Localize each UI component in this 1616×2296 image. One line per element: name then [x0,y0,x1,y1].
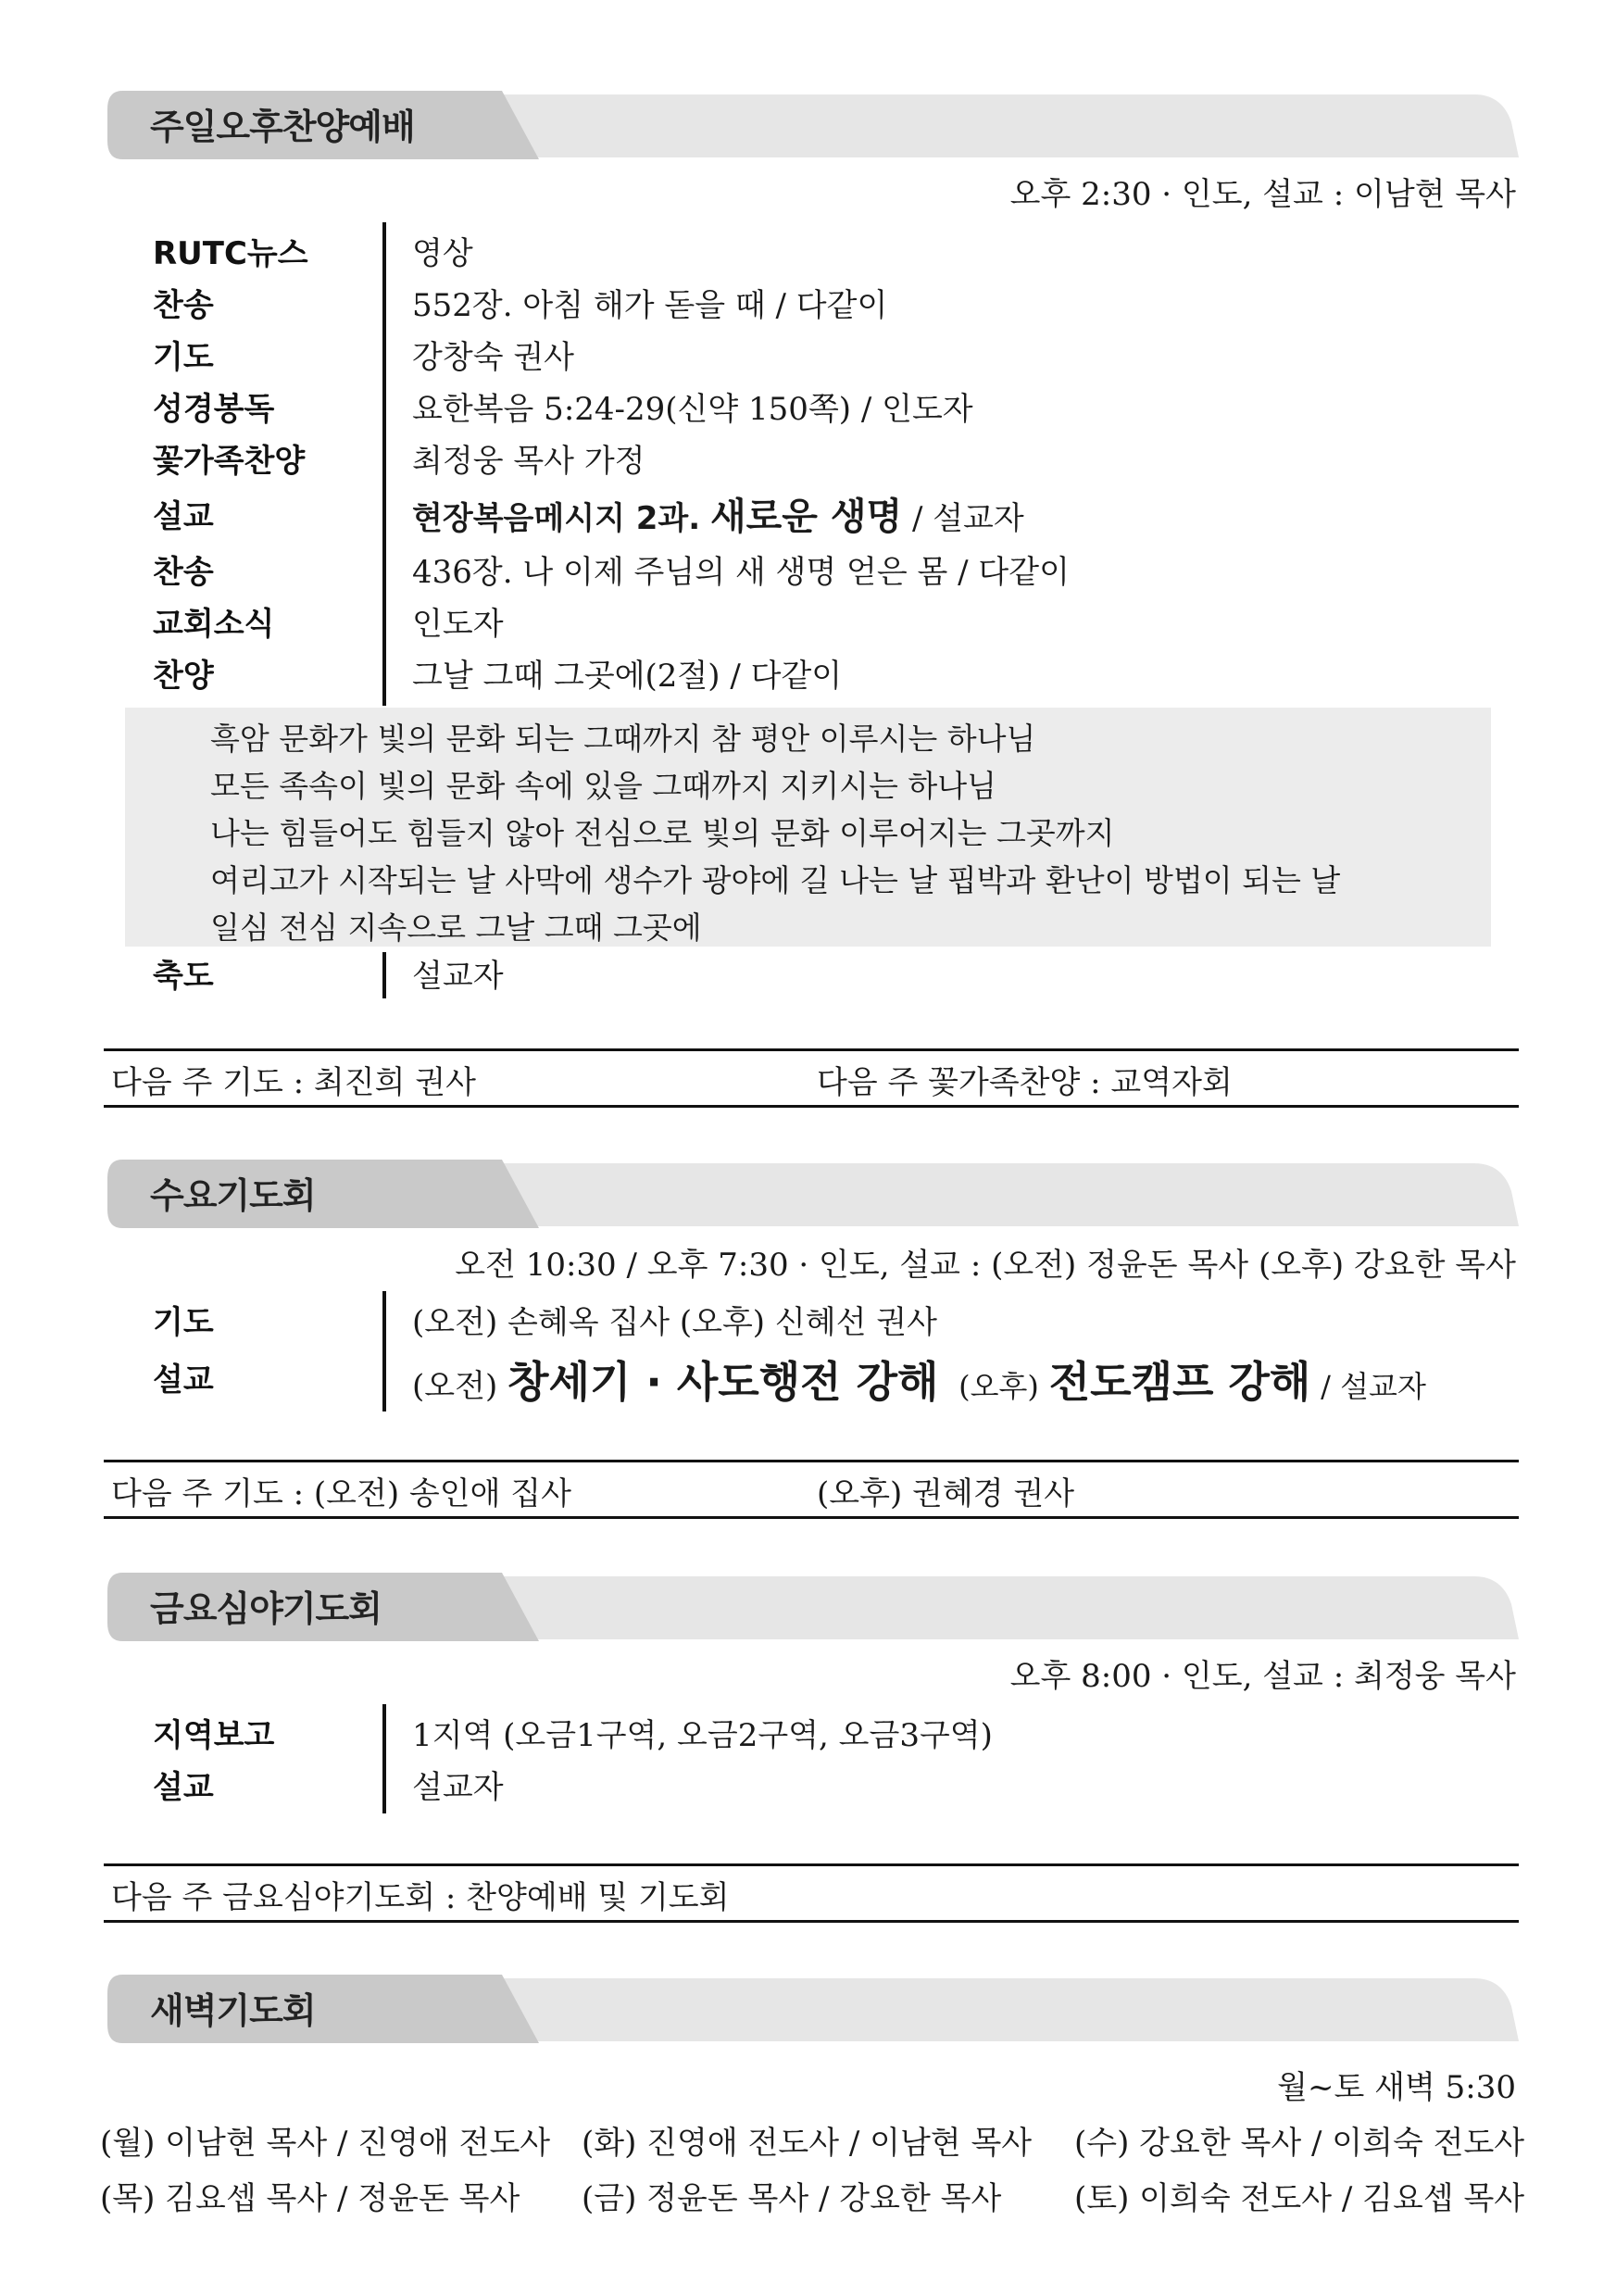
section-header-wednesday [104,1154,1519,1236]
next-week-notice [104,1863,1519,1923]
lyrics-line: 나는 힘들어도 힘들지 않아 전심으로 빛의 문화 이루어지는 그곳까지 [210,815,1115,851]
row-value: 설교자 [412,1769,504,1806]
dawn-schedule-item: (월) 이남현 목사 / 진영애 전도사 [100,2125,551,2162]
next-week-notice [104,1048,1519,1108]
program-row [153,280,1523,332]
row-value: 436장. 나 이제 주님의 새 생명 얻은 몸 / 다같이 [412,554,1070,591]
program-row [153,228,1523,280]
dawn-schedule-item: (수) 강요한 목사 / 이희숙 전도사 [1074,2125,1525,2162]
row-label: 찬양 [153,658,214,695]
pm-sermon-title: 전도캠프 강해 [1048,1357,1311,1407]
sermon-series: 현장복음메시지 2과. [412,500,701,537]
row-label: 교회소식 [153,606,275,643]
lyrics-line: 여리고가 시작되는 날 사막에 생수가 광야에 길 나는 날 핍박과 환난이 방법이 되는 날 [210,862,1341,898]
row-label: 지역보고 [153,1717,275,1754]
service-time: 오후 2:30 · 인도, 설교 : 이남현 목사 [1009,176,1516,213]
program-row [153,1354,1523,1406]
lyrics-line: 모든 족속이 빛의 문화 속에 있을 그때까지 지키시는 하나님 [210,768,996,804]
sermon-value [412,1349,1426,1410]
lyrics-line: 흑암 문화가 빛의 문화 되는 그때까지 참 평안 이루시는 하나님 [210,721,1036,757]
row-label: 설교 [153,1769,214,1806]
next-prayer-pm: (오후) 권혜경 권사 [817,1475,1075,1512]
row-label: 축도 [153,958,214,995]
dawn-schedule-item: (목) 김요셉 목사 / 정윤돈 목사 [100,2180,520,2217]
service-time: 월~토 새벽 5:30 [1277,2069,1516,2106]
row-value: (오전) 손혜옥 집사 (오후) 신혜선 권사 [412,1304,937,1341]
row-value: 552장. 아침 해가 돋을 때 / 다같이 [412,287,888,324]
row-label: 설교 [153,1361,214,1399]
row-value: 강창숙 권사 [412,339,575,376]
pm-tag: (오후) [958,1369,1039,1404]
next-friday-notice: 다음 주 금요심야기도회 : 찬양예배 및 기도회 [111,1879,730,1916]
sermon-value [412,487,1024,540]
program-row [153,1710,1523,1762]
row-value: 그날 그때 그곳에(2절) / 다같이 [412,658,843,695]
dawn-schedule-item: (금) 정윤돈 목사 / 강요한 목사 [582,2180,1002,2217]
section-title: 수요기도회 [150,1175,316,1216]
section-title: 새벽기도회 [150,1990,316,2031]
row-value: 설교자 [412,958,504,995]
header-band [104,1969,1519,2051]
next-flower-praise: 다음 주 꽃가족찬양 : 교역자회 [817,1064,1233,1101]
row-value: 최정웅 목사 가정 [412,443,645,480]
program-row [153,383,1523,435]
row-label: 찬송 [153,554,214,591]
section-title: 금요심야기도회 [150,1588,382,1629]
section-header-sunday [104,85,1519,167]
program-row [153,491,1523,543]
dawn-schedule-item: (토) 이희숙 전도사 / 김요셉 목사 [1074,2180,1525,2217]
service-time: 오후 8:00 · 인도, 설교 : 최정웅 목사 [1009,1658,1516,1695]
program-row [153,546,1523,598]
sermon-suffix: / 설교자 [1321,1369,1426,1404]
row-label: 기도 [153,1304,214,1341]
row-label: 기도 [153,339,214,376]
row-value: 요한복음 5:24-29(신약 150쪽) / 인도자 [412,391,973,428]
program-row [153,332,1523,383]
am-tag: (오전) [412,1368,498,1405]
row-label: RUTC뉴스 [153,235,308,272]
sermon-title: 새로운 생명 [709,496,903,538]
next-prayer: 다음 주 기도 : 최진희 권사 [111,1064,476,1101]
row-value: 영상 [412,235,473,272]
section-title: 주일오후찬양예배 [150,107,415,147]
program-row [153,1762,1523,1813]
section-header-friday [104,1567,1519,1649]
row-label: 설교 [153,498,214,535]
program-row [153,650,1523,702]
service-time: 오전 10:30 / 오후 7:30 · 인도, 설교 : (오전) 정윤돈 목사 (오후) 강요한 목사 [455,1247,1516,1284]
section-header-dawn [104,1969,1519,2051]
row-label: 찬송 [153,287,214,324]
lyrics-box [125,708,1491,947]
row-value: 1지역 (오금1구역, 오금2구역, 오금3구역) [412,1717,993,1754]
row-label: 성경봉독 [153,391,275,428]
am-sermon-title: 창세기 · 사도행전 강해 [507,1357,939,1407]
program-row [153,598,1523,650]
program-row [153,950,1523,1002]
program-row [153,1297,1523,1349]
lyrics-line: 일심 전심 지속으로 그날 그때 그곳에 [210,910,702,946]
dawn-schedule-item: (화) 진영애 전도사 / 이남현 목사 [582,2125,1033,2162]
program-row [153,435,1523,487]
next-prayer-am: 다음 주 기도 : (오전) 송인애 집사 [111,1475,571,1512]
sermon-suffix: / 설교자 [911,500,1024,537]
row-value: 인도자 [412,606,504,643]
next-week-notice [104,1460,1519,1519]
row-label: 꽃가족찬양 [153,443,306,480]
header-band [104,1154,1519,1236]
